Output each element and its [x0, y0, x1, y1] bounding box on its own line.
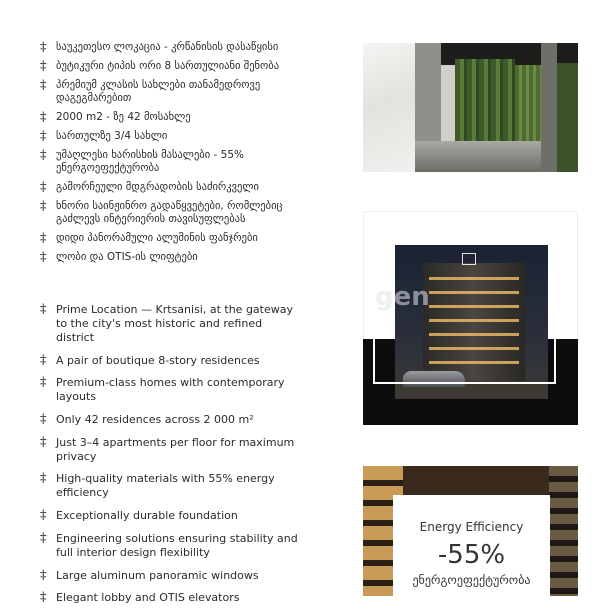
list-item: ‡ უმაღლესი ხარისხის მასალები - 55% ენერგოეფექტურობა: [40, 149, 310, 175]
list-item: ‡ Large aluminum panoramic windows: [40, 569, 300, 583]
energy-efficiency-photo: [363, 466, 578, 596]
building-night-photo: [363, 211, 578, 425]
list-item: ‡ A pair of boutique 8-story residences: [40, 354, 300, 368]
list-item: ‡ Engineering solutions ensuring stability and full interior design flexibility: [40, 532, 300, 560]
list-item: ‡ Elegant lobby and OTIS elevators: [40, 591, 300, 605]
georgian-feature-list: [40, 41, 310, 270]
list-item: ‡ საუკეთესო ლოკაცია - კრწანისის დასაწყისი: [40, 41, 310, 54]
list-item: ‡ ბუტიკური ტიპის ორი 8 სართულიანი შენობა: [40, 60, 310, 73]
list-item: ‡ Exceptionally durable foundation: [40, 509, 300, 523]
walkway-photo: [363, 43, 578, 172]
energy-card-value: -55%: [437, 540, 506, 570]
list-item: ‡ სართულზე 3/4 სახლი: [40, 130, 310, 143]
list-item: ‡ პრემიუმ კლასის სახლები თანამედროვე დაგეგმარებით: [40, 79, 310, 105]
building-logo-icon: [462, 253, 476, 265]
energy-card-title: Energy Efficiency: [419, 520, 524, 534]
list-item: ‡ გამორჩეული მდგრადობის საძირკველი: [40, 181, 310, 194]
english-feature-list: [40, 303, 300, 614]
list-item: ‡ Prime Location — Krtsanisi, at the gateway to the city's most historic and refined district: [40, 303, 300, 345]
car-shape: [403, 371, 465, 387]
list-item: ‡ ხნორი საინჟინრო გადაწყვეტები, რომლებიც გაძლევს ინტერიერის თავისუფლებას: [40, 200, 310, 226]
list-item: ‡ დიდი პანორამული ალუმინის ფანჯრები: [40, 232, 310, 245]
list-item: ‡ Premium-class homes with contemporary layouts: [40, 376, 300, 404]
energy-efficiency-card: [393, 495, 550, 596]
watermark: gen: [375, 282, 430, 312]
list-item: ‡ Only 42 residences across 2 000 m²: [40, 413, 300, 427]
energy-card-label-ka: ენერგოეფექტურობა: [412, 573, 531, 587]
list-item: ‡ Just 3–4 apartments per floor for maximum privacy: [40, 436, 300, 464]
list-item: ‡ 2000 m2 - ზე 42 მოსახლე: [40, 111, 310, 124]
list-item: ‡ High-quality materials with 55% energy efficiency: [40, 472, 300, 500]
list-item: ‡ ლობი და OTIS-ის ლიფტები: [40, 251, 310, 264]
